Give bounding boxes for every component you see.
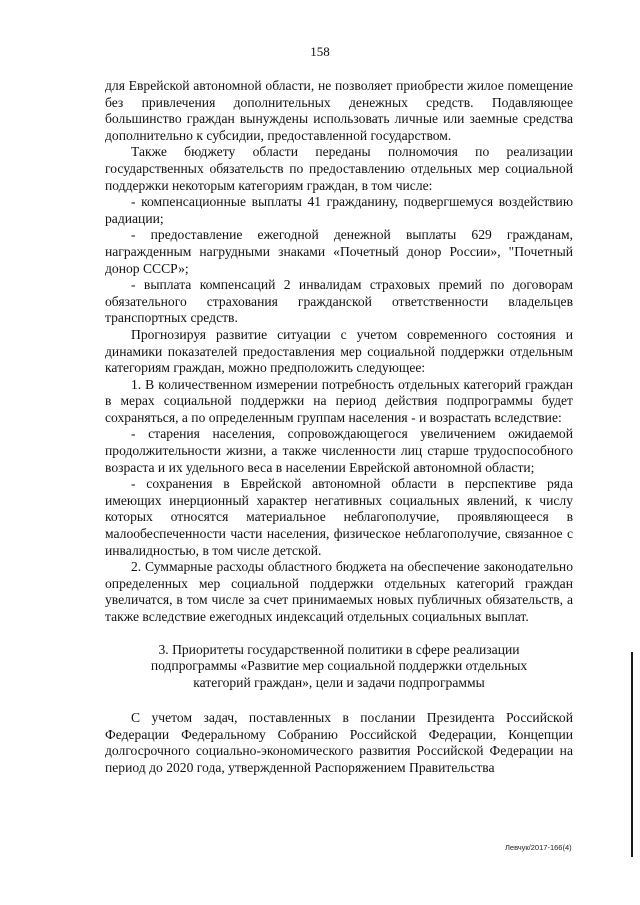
section-heading-line: 3. Приоритеты государственной политики в сфере реализации (158, 641, 520, 657)
section-heading (115, 642, 563, 692)
paragraph: Прогнозируя развитие ситуации с учетом современного состояния и динамики показателей предоставления мер социальной поддержки отдельным категориям граждан, можно предположить следующее: (105, 326, 573, 376)
paragraph: С учетом задач, поставленных в послании Президента Российской Федерации Федеральному Собранию Российской Федерации, Концепции долгосрочного социально-экономического развития Российской Федерации на период до 2020 года, утвержденной Распоряжением Правительства (105, 709, 573, 775)
paragraph: Также бюджету области переданы полномочия по реализации государственных обязательств по предоставлению отдельных мер социальной поддержки некоторым категориям граждан, в том числе: (105, 144, 573, 193)
list-item: - сохранения в Еврейской автономной области в перспективе ряда имеющих инерционный характер негативных социальных явлений, к числу которых относятся материальное неблагополучие, проявляющееся в малообеспеченности части населения, физическое неблагополучие, связанное с инвалидностью, в том числе детской. (105, 476, 573, 558)
numbered-item: 2. Суммарные расходы областного бюджета на обеспечение законодательно определенных мер социальной поддержки отдельных категорий граждан увеличатся, в том числе за счет принимаемых новых публичных обязательств, а также вследствие ежегодных индексаций отдельных социальных выплат. (105, 559, 573, 624)
scan-edge-mark (631, 652, 633, 857)
document-body (105, 78, 573, 776)
page-number: 158 (310, 44, 330, 59)
paragraph: для Еврейской автономной области, не позволяет приобрести жилое помещение без привлечения дополнительных денежных средств. Подавляющее большинство граждан вынуждены использовать личные или заемные средства дополнительно к субсидии, предоставленной государством. (105, 78, 573, 143)
list-item: - выплата компенсаций 2 инвалидам страховых премий по договорам обязательного страхования гражданской ответственности владельцев транспортных средств. (105, 277, 573, 326)
list-item: - предоставление ежегодной денежной выплаты 629 гражданам, награжденным нагрудными знаками «Почетный донор России», "Почетный донор СССР»; (105, 227, 573, 276)
document-code: Левчук/2017-166(4) (505, 843, 572, 852)
numbered-item: 1. В количественном измерении потребность отдельных категорий граждан в мерах социальной поддержки на период действия подпрограммы будет сохраняться, а по определенным группам населения - и возрастать вследствие: (105, 376, 573, 425)
section-heading-line: подпрограммы «Развитие мер социальной поддержки отдельных (150, 658, 528, 674)
list-item: - старения населения, сопровождающегося увеличением ожидаемой продолжительности жизни, а также численности лиц старше трудоспособного возраста и их удельного веса в населении Еврейской автономной области; (105, 426, 573, 475)
section-heading-line: категорий граждан», цели и задачи подпрограммы (193, 675, 485, 691)
list-item: - компенсационные выплаты 41 гражданину, подвергшемуся воздействию радиации; (105, 194, 573, 226)
